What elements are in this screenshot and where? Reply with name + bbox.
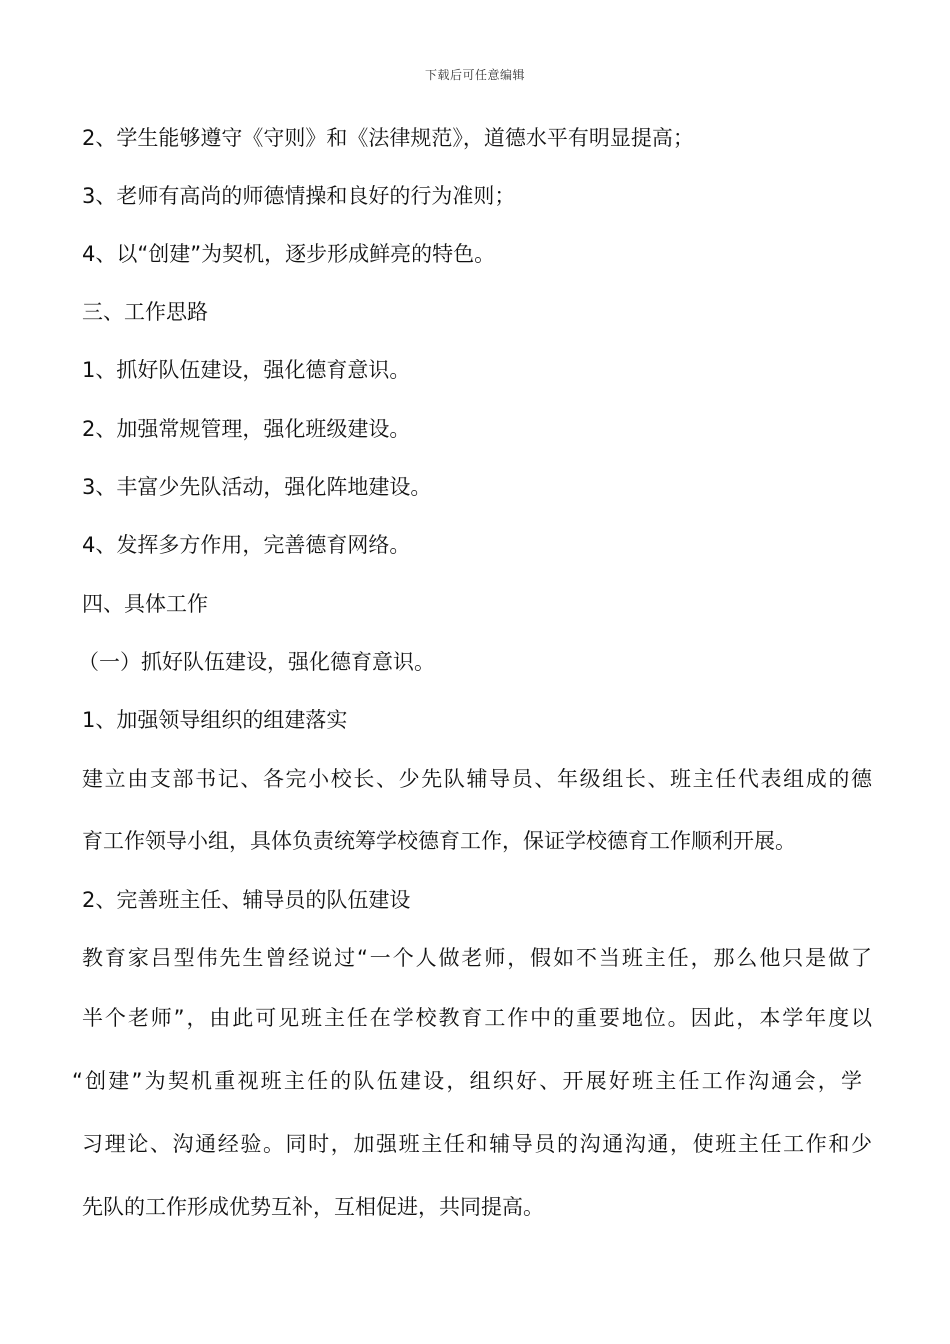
approach-item-2: 2、加强常规管理，强化班级建设。 [82,417,411,441]
approach-item-3: 3、丰富少先队活动，强化阵地建设。 [82,475,432,499]
item-heading-2: 2、完善班主任、辅导员的队伍建设 [82,888,411,912]
section-heading-4: 四、具体工作 [82,592,208,616]
item-heading-1: 1、加强领导组织的组建落实 [82,708,348,732]
subsection-heading-1: （一）抓好队伍建设，强化德育意识。 [78,650,435,674]
paragraph-1-line-2: 育工作领导小组，具体负责统筹学校德育工作，保证学校德育工作顺利开展。 [82,829,796,853]
goal-item-3: 3、老师有高尚的师德情操和良好的行为准则； [82,184,516,208]
goal-item-4: 4、以“创建”为契机，逐步形成鲜亮的特色。 [82,242,496,266]
paragraph-2-line-4: 习理论、沟通经验。同时，加强班主任和辅导员的沟通沟通，使班主任工作和少 [82,1132,872,1156]
paragraph-2-line-1: 教育家吕型伟先生曾经说过“一个人做老师，假如不当班主任，那么他只是做了 [82,946,872,970]
paragraph-2-line-3: “创建”为契机重视班主任的队伍建设，组织好、开展好班主任工作沟通会，学 [72,1069,862,1093]
paragraph-2-line-5: 先队的工作形成优势互补，互相促进，共同提高。 [82,1195,544,1219]
header-note: 下载后可任意编辑 [424,68,525,82]
paragraph-2-line-2: 半个老师”，由此可见班主任在学校教育工作中的重要地位。因此，本学年度以 [82,1006,872,1030]
section-heading-3: 三、工作思路 [82,300,208,324]
goal-item-2: 2、学生能够遵守《守则》和《法律规范》，道德水平有明显提高； [82,126,694,150]
paragraph-1-line-1: 建立由支部书记、各完小校长、少先队辅导员、年级组长、班主任代表组成的德 [82,767,872,791]
approach-item-4: 4、发挥多方作用，完善德育网络。 [82,533,411,557]
approach-item-1: 1、抓好队伍建设，强化德育意识。 [82,358,411,382]
